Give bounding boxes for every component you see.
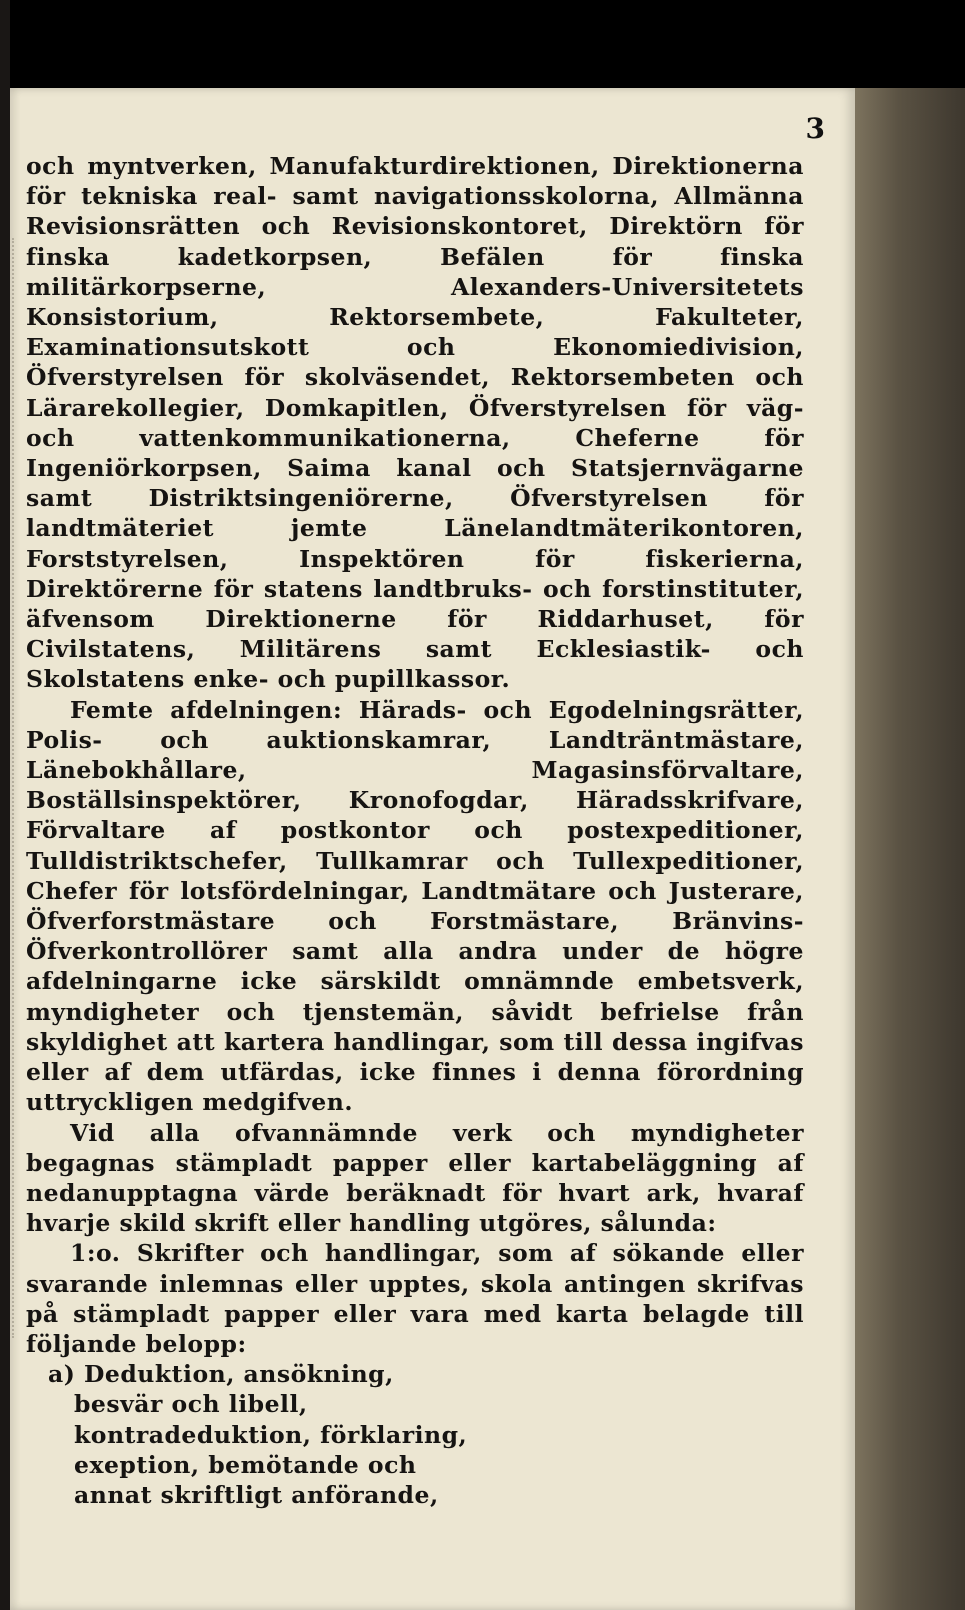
paragraph-4: 1:o. Skrifter och handlingar, som af sökande eller svarande inlemnas eller upptes, skola antingen skrifvas på stämpladt papper eller vara med karta belagde till följande belopp: [26,1239,804,1358]
book-page-edge [855,88,965,1610]
book-page [10,88,855,1610]
paragraph-2: Femte afdelningen: Härads- och Egodelningsrätter, Polis- och auktionskamrar, Landträntmästare, Länebokhållare, Magasinsförvaltare, Boställsinspektörer, Kronofogdar, Häradsskrifvare, Förvaltare af postkontor och postexpeditioner, Tulldistriktschefer, Tullkamrar och Tullexpeditioner, Chefer för lotsfördelningar, Landtmätare och Justerare, Öfverforstmästare och Forstmästare, Bränvins-Öfverkontrollörer samt alla andra under de högre afdelningarne icke särskildt omnämnde embetsverk, myndigheter och tjenstemän, såvidt befrielse från skyldighet att kartera handlingar, som till dessa ingifvas eller af dem utfärdas, icke finnes i denna förordning uttryckligen medgifven. [26,695,804,1117]
scan-left-border [0,0,10,1610]
scan-top-border [0,0,965,88]
list-item-a: a) Deduktion, ansökning, besvär och libell, kontradeduktion, förklaring, exeption, bemötande och annat skriftligt anförande, [48,1360,468,1509]
margin-marks [12,238,20,1338]
body-text [26,151,804,1510]
paragraph-3: Vid alla ofvannämnde verk och myndigheter begagnas stämpladt papper eller kartabeläggning af nedanupptagna värde beräknadt för hvart ark, hvaraf hvarje skild skrift eller handling utgöres, sålunda: [26,1118,804,1238]
paragraph-1: och myntverken, Manufakturdirektionen, Direktionerna för tekniska real- samt navigationsskolorna, Allmänna Revisionsrätten och Revisionskontoret, Direktörn för finska kadetkorpsen, Befälen för finska militärkorpserne, Alexanders-Universitetets Konsistorium, Rektorsembete, Fakulteter, Examinationsutskott och Ekonomiedivision, Öfverstyrelsen för skolväsendet, Rektorsembeten och Lärarekollegier, Domkapitlen, Öfverstyrelsen för väg- och vattenkommunikationerna, Cheferne för Ingeniörkorpsen, Saima kanal och Statsjernvägarne samt Distriktsingeniörerne, Öfverstyrelsen för landtmäteriet jemte Länelandtmäterikontoren, Forststyrelsen, Inspektören för fiskerierna, Direktörerne för statens landtbruks- och forstinstituter, äfvensom Direktionerne för Riddarhuset, för Civilstatens, Militärens samt Ecklesiastik- och Skolstatens enke- och pupillkassor. [26,152,804,694]
page-number: 3 [805,112,825,145]
